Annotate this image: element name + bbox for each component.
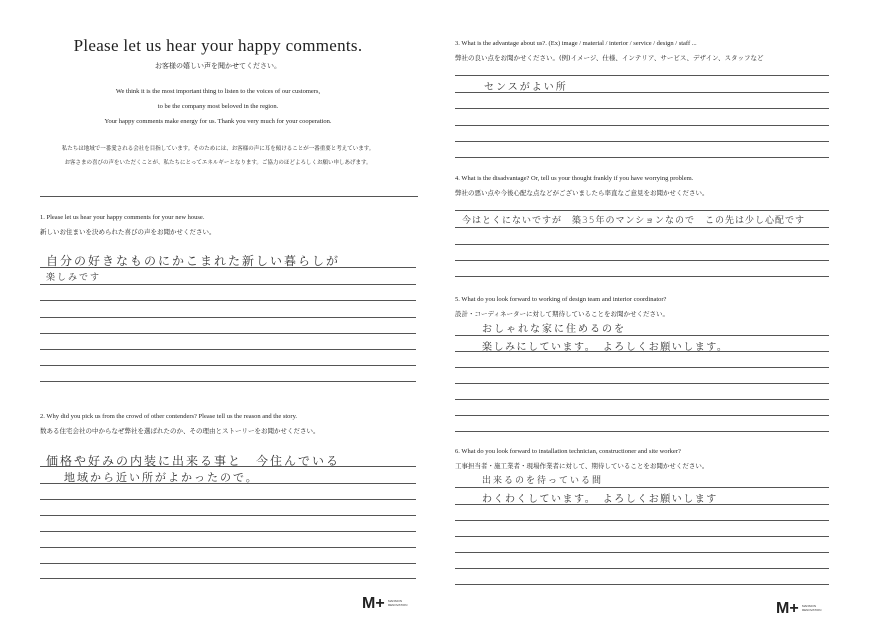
question-1-ja: 新しいお住まいを決められた喜びの声をお聞かせください。: [40, 228, 216, 236]
answer-line: [40, 349, 416, 350]
answer-line: [455, 92, 829, 93]
answer-line: [455, 399, 829, 400]
question-6: 6. What do you look forward to installation technician, constructioner and site worker?: [455, 448, 681, 455]
intro-line-2: to be the company most beloved in the region.: [157, 103, 279, 110]
answer-line: [455, 157, 829, 158]
answer-line: [455, 504, 829, 505]
answer-line: [455, 335, 829, 336]
logo: M+: [362, 595, 385, 612]
intro-line-3: Your happy comments make energy for us. Thank you very much for your cooperation.: [104, 118, 332, 125]
answer-line: [455, 227, 829, 228]
divider: [40, 196, 418, 197]
answer-line: [455, 210, 829, 211]
question-1: 1. Please let us hear your happy comments for your new house.: [40, 214, 205, 221]
answer-line: [455, 367, 829, 368]
logo-subtitle: MANSION RENOVATION: [388, 599, 408, 607]
answer-line: [40, 531, 416, 532]
answer-line: [40, 515, 416, 516]
answer-line: [40, 381, 416, 382]
answer-line: [40, 578, 416, 579]
answer-line: [455, 487, 829, 488]
question-3: 3. What is the advantage about us?. (Ex) image / material / interior / service / design / staff ...: [455, 40, 697, 47]
answer-1-line-2[interactable]: 楽しみです: [46, 273, 102, 283]
answer-line: [455, 584, 829, 585]
answer-line: [40, 499, 416, 500]
answer-line: [455, 383, 829, 384]
intro-ja-line-1: 私たちは地域で一番愛される会社を目指しています。そのためには、お客様の声に耳を傾けることが一番重要と考えています。: [61, 146, 375, 152]
question-2-ja: 数ある住宅会社の中からなぜ弊社を選ばれたのか、その理由とストーリーをお聞かせください。: [40, 427, 320, 435]
answer-6-line-1[interactable]: 出来るのを待っている間: [482, 476, 604, 486]
answer-6-line-2[interactable]: わくわくしています。 よろしくお願いします: [482, 494, 718, 505]
question-4-ja: 弊社の悪い点や今後心配な点などがございましたら率直なご意見をお聞かせください。: [455, 189, 709, 197]
answer-line: [455, 520, 829, 521]
answer-line: [455, 415, 829, 416]
answer-line: [40, 483, 416, 484]
intro-ja-line-2: お客さまの喜びの声をいただくことが、私たちにとってエネルギーとなります。ご協力のほどよろしくお願い申しあげます。: [64, 160, 372, 166]
page-title: Please let us hear your happy comments.: [73, 36, 363, 55]
answer-line: [40, 547, 416, 548]
answer-line: [455, 125, 829, 126]
question-5-ja: 設計・コーディネーターに対して期待していることをお聞かせください。: [455, 310, 669, 318]
question-5: 5. What do you look forward to working of design team and interior coordinator?: [455, 296, 667, 303]
answer-1-line-1[interactable]: 自分の好きなものにかこまれた新しい暮らしが: [46, 254, 341, 268]
answer-line: [455, 568, 829, 569]
answer-line: [40, 300, 416, 301]
question-6-ja: 工事担当者・施工業者・現場作業者に対して、期待していることをお聞かせください。: [455, 462, 709, 470]
answer-line: [40, 267, 416, 268]
answer-4-line-1[interactable]: 今はとくにないですが 築35年のマンションなので この先は少し心配です: [462, 216, 806, 226]
answer-line: [455, 75, 829, 76]
intro-line-1: We think it is the most important thing to listen to the voices of our customers,: [115, 88, 321, 95]
answer-2-line-1[interactable]: 価格や好みの内装に出来る事と 今住んでいる: [46, 454, 341, 468]
answer-line: [455, 260, 829, 261]
answer-5-line-1[interactable]: おしゃれな家に住めるのを: [482, 324, 626, 335]
answer-5-line-2[interactable]: 楽しみにしています。 よろしくお願いします。: [482, 342, 729, 353]
logo-subtitle: MANSION RENOVATION: [802, 604, 822, 612]
answer-line: [455, 351, 829, 352]
page-title-ja: お客様の嬉しい声を聞かせてください。: [155, 62, 281, 70]
answer-line: [455, 276, 829, 277]
right-page: [436, 0, 872, 644]
question-4: 4. What is the disadvantage? Or, tell us your thought frankly if you have worrying problem.: [455, 175, 694, 182]
answer-line: [455, 244, 829, 245]
logo: M+: [776, 600, 799, 617]
answer-line: [40, 284, 416, 285]
answer-line: [455, 108, 829, 109]
answer-line: [455, 552, 829, 553]
answer-line: [40, 466, 416, 467]
answer-line: [455, 141, 829, 142]
answer-line: [40, 333, 416, 334]
answer-line: [455, 431, 829, 432]
answer-3-line-1[interactable]: センスがよい所: [484, 82, 568, 93]
question-2: 2. Why did you pick us from the crowd of other contenders? Please tell us the reason and the story.: [40, 413, 298, 420]
answer-line: [40, 365, 416, 366]
question-3-ja: 弊社の良い点をお聞かせください。(例)イメージ、仕様、インテリア、サービス、デザイン、スタッフなど: [455, 54, 764, 62]
answer-line: [40, 563, 416, 564]
answer-line: [455, 536, 829, 537]
answer-line: [40, 317, 416, 318]
answer-2-line-2[interactable]: 地域から近い所がよかったので。: [64, 471, 259, 484]
